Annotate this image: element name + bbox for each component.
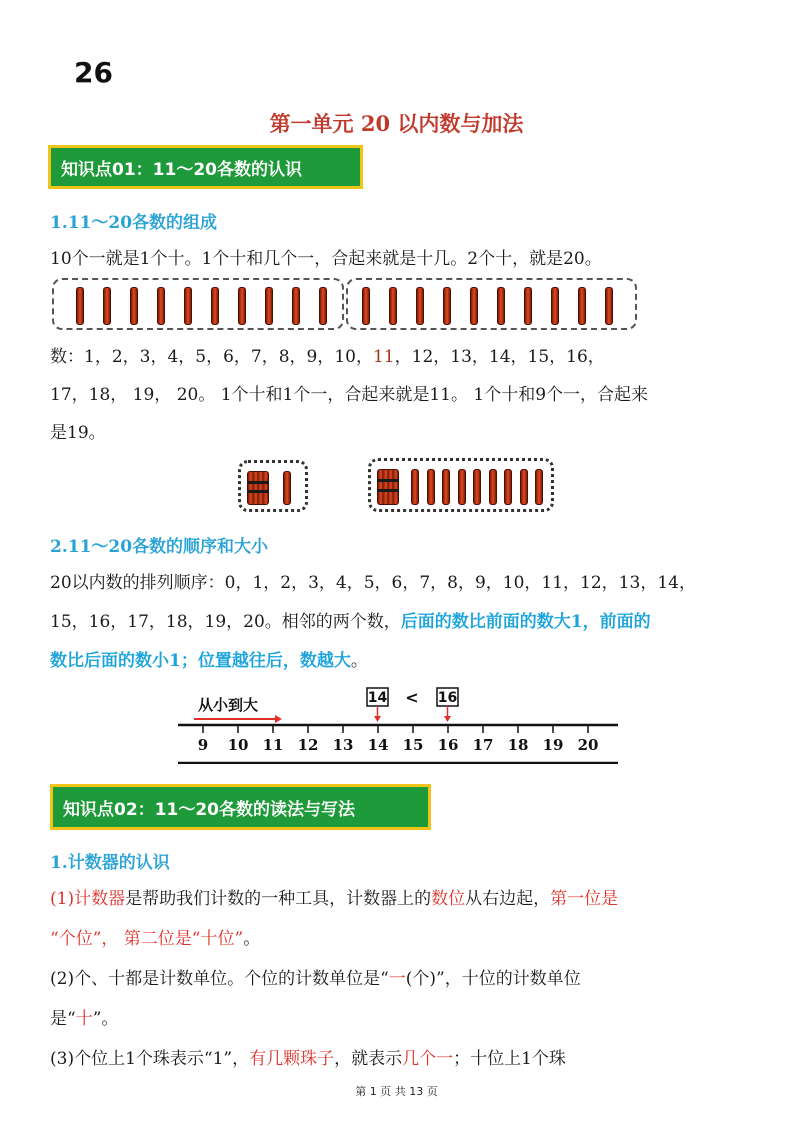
counting-stick-icon bbox=[157, 287, 165, 325]
compare-sign: < bbox=[405, 688, 419, 707]
arrowhead-icon bbox=[275, 715, 282, 723]
order-rule-highlight-a: 后面的数比前面的数大1，前面的 bbox=[400, 612, 651, 632]
counter-p2-a: (2)个、十都是计数单位。个位的计数单位是“ bbox=[50, 969, 389, 989]
how-many-ones: 几个一 bbox=[402, 1049, 454, 1069]
counting-stick-icon bbox=[578, 287, 586, 325]
number-line-tick-label: 15 bbox=[402, 736, 424, 754]
count-highlight-eleven: 11 bbox=[372, 347, 395, 367]
paragraph-counter-p3-line1 bbox=[50, 1040, 566, 1078]
number-line-tick-label: 18 bbox=[507, 736, 529, 754]
knowledge-point-2-box bbox=[50, 784, 431, 830]
counting-stick-icon bbox=[238, 287, 246, 325]
counter-p3-a: (3)个位上1个珠表示“1”， bbox=[50, 1049, 250, 1069]
count-prefix: 数： bbox=[50, 347, 84, 367]
box-fourteen-label: 14 bbox=[367, 690, 388, 706]
paragraph-counter-p1-line2 bbox=[50, 920, 260, 958]
counting-stick-icon bbox=[551, 287, 559, 325]
marker-arrow-icon bbox=[444, 716, 451, 722]
arrow-label: 从小到大 bbox=[198, 696, 259, 714]
counting-stick-icon bbox=[470, 287, 478, 325]
how-many-beads: 有几颗珠子 bbox=[249, 1049, 335, 1069]
page-number-label: 26 bbox=[74, 56, 113, 89]
counting-stick-icon bbox=[411, 469, 419, 505]
counting-stick-icon bbox=[535, 469, 543, 505]
unit-title: 第一单元 20 以内数与加法 bbox=[269, 111, 524, 136]
counting-stick-icon bbox=[76, 287, 84, 325]
first-place-text: 第一位是 bbox=[550, 889, 619, 909]
paragraph-counting-line bbox=[50, 338, 605, 376]
counting-stick-icon bbox=[211, 287, 219, 325]
bundle-eleven-box bbox=[238, 460, 308, 512]
counting-stick-icon bbox=[292, 287, 300, 325]
count-sequence-b: ，12，13，14，15，16， bbox=[394, 347, 605, 367]
ten-stick-bundle-icon bbox=[377, 469, 399, 505]
counting-stick-icon bbox=[184, 287, 192, 325]
page-footer: 第 1 页 共 13 页 bbox=[355, 1085, 438, 1098]
unit-one: 一 bbox=[388, 969, 406, 989]
counter-p2-c: (个)”，十位的计数单位 bbox=[405, 969, 581, 989]
counting-stick-icon bbox=[362, 287, 370, 325]
counting-stick-icon bbox=[520, 469, 528, 505]
counting-stick-icon bbox=[416, 287, 424, 325]
counting-stick-icon bbox=[489, 469, 497, 505]
paragraph-order-line1: 20以内数的排列顺序：0，1，2，3，4，5，6，7，8，9，10，11，12，13，14， bbox=[50, 573, 696, 593]
ten-stick-bundle-icon bbox=[247, 471, 269, 505]
counting-stick-icon bbox=[103, 287, 111, 325]
counter-p3-e: ；十位上1个珠 bbox=[453, 1049, 566, 1069]
number-line-tick-label: 20 bbox=[577, 736, 599, 754]
counting-stick-icon bbox=[458, 469, 466, 505]
order-rule-highlight-b: 数比后面的数小1；位置越往后，数越大 bbox=[50, 651, 351, 671]
bundle-nineteen-box bbox=[368, 458, 554, 512]
number-line-tick-label: 12 bbox=[297, 736, 319, 754]
digit-place-term: 数位 bbox=[431, 889, 466, 909]
counter-p2-f: ”。 bbox=[92, 1009, 119, 1029]
number-line-figure bbox=[178, 684, 618, 764]
ones-place-term: “个位”， bbox=[50, 929, 119, 949]
order-plain-text: 15，16，17，18，19，20。相邻的两个数， bbox=[50, 612, 401, 632]
counting-stick-icon bbox=[473, 469, 481, 505]
counting-stick-icon bbox=[319, 287, 327, 325]
knowledge-point-2-label: 知识点02：11～20各数的读法与写法 bbox=[63, 799, 355, 820]
number-line-svg bbox=[178, 684, 618, 764]
number-line-tick-label: 13 bbox=[332, 736, 354, 754]
counting-stick-icon bbox=[130, 287, 138, 325]
paragraph-counting-line2: 17，18， 19， 20。 1个十和1个一，合起来就是11。 1个十和9个一，合起来 bbox=[50, 385, 649, 405]
single-stick-icon bbox=[283, 471, 291, 505]
sticks-group-left bbox=[52, 278, 344, 330]
counting-stick-icon bbox=[442, 469, 450, 505]
count-sequence-a: 1，2，3，4，5，6，7，8，9，10， bbox=[84, 347, 373, 367]
counting-stick-icon bbox=[265, 287, 273, 325]
paragraph-counter-p2-line2 bbox=[50, 1000, 118, 1038]
paragraph-order-line2 bbox=[50, 603, 651, 641]
number-line-tick-label: 14 bbox=[367, 736, 389, 754]
counting-stick-icon bbox=[443, 287, 451, 325]
bundle-band-icon bbox=[247, 490, 269, 493]
number-line-tick-label: 16 bbox=[437, 736, 459, 754]
section-heading-counter: 1.计数器的认识 bbox=[50, 853, 170, 873]
number-line-tick-label: 11 bbox=[262, 736, 284, 754]
counting-stick-icon bbox=[389, 287, 397, 325]
number-line-tick-label: 19 bbox=[542, 736, 564, 754]
knowledge-point-1-box bbox=[48, 145, 363, 189]
number-line-tick-label: 10 bbox=[227, 736, 249, 754]
counter-p1-end: 。 bbox=[243, 929, 261, 949]
sticks-group-right bbox=[346, 278, 637, 330]
box-sixteen-label: 16 bbox=[437, 690, 458, 706]
counter-p3-c: ，就表示 bbox=[334, 1049, 403, 1069]
counter-term: (1)计数器 bbox=[50, 889, 126, 909]
paragraph-counter-p1-line1 bbox=[50, 880, 618, 918]
number-line-tick-label: 9 bbox=[197, 736, 209, 754]
section-heading-composition: 1.11～20各数的组成 bbox=[50, 213, 218, 233]
paragraph-order-line3 bbox=[50, 642, 368, 680]
counting-stick-icon bbox=[427, 469, 435, 505]
bundle-band-icon bbox=[377, 489, 399, 492]
paragraph-counter-p2-line1 bbox=[50, 960, 581, 998]
section-heading-order: 2.11～20各数的顺序和大小 bbox=[50, 537, 269, 557]
counter-p2-d: 是“ bbox=[50, 1009, 76, 1029]
counter-from-right: 从右边起， bbox=[465, 889, 551, 909]
tens-place-term: 第二位是“十位” bbox=[118, 929, 244, 949]
number-line-tick-label: 17 bbox=[472, 736, 494, 754]
paragraph-composition-line1: 10个一就是1个十。1个十和几个一，合起来就是十几。2个十，就是20。 bbox=[50, 249, 602, 269]
paragraph-counting-line3: 是19。 bbox=[50, 423, 106, 443]
counting-stick-icon bbox=[504, 469, 512, 505]
counting-stick-icon bbox=[605, 287, 613, 325]
marker-arrow-icon bbox=[374, 716, 381, 722]
bundle-band-icon bbox=[377, 479, 399, 482]
knowledge-point-1-label: 知识点01：11～20各数的认识 bbox=[61, 159, 302, 180]
counter-desc: 是帮助我们计数的一种工具，计数器上的 bbox=[125, 889, 432, 909]
counting-stick-icon bbox=[497, 287, 505, 325]
unit-ten: 十 bbox=[75, 1009, 93, 1029]
order-end-punct: 。 bbox=[350, 651, 368, 671]
bundle-band-icon bbox=[247, 481, 269, 484]
counting-stick-icon bbox=[524, 287, 532, 325]
